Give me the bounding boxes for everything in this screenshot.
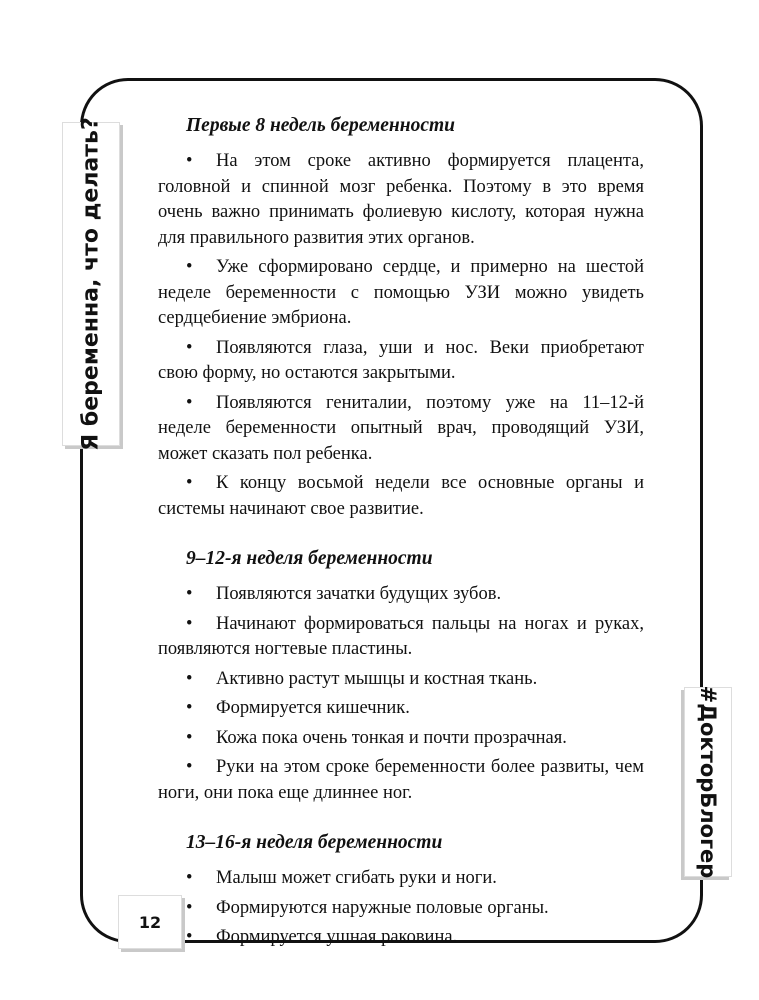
page-content <box>158 113 644 975</box>
bullet-icon: • <box>186 868 193 888</box>
list-item: • Кожа пока очень тонкая и почти прозрачная. <box>158 726 644 752</box>
list-item: • Активно растут мышцы и костная ткань. <box>158 667 644 693</box>
list-item: • Появляются глаза, уши и нос. Веки приобретают свою форму, но остаются закрытыми. <box>158 337 644 383</box>
hashtag-label: #ДокторБлогер <box>696 685 720 879</box>
bullet-icon: • <box>186 151 193 171</box>
page-number: 12 <box>118 895 182 949</box>
section-heading: 9–12-я неделя беременности <box>186 548 433 569</box>
list-item: • Формируется ушная раковина. <box>158 925 644 951</box>
bullet-icon: • <box>186 698 193 718</box>
book-title: Я беременна, что делать? <box>78 117 104 451</box>
list-item: • Формируются наружные половые органы. <box>158 896 644 922</box>
bullet-icon: • <box>186 337 193 358</box>
bullet-icon: • <box>186 392 193 413</box>
bullet-icon: • <box>186 757 193 777</box>
section-heading: Первые 8 недель беременности <box>186 115 455 136</box>
list-item: • Появляются гениталии, поэтому уже на 11–12-й неделе беременности опытный врач, проводящий УЗИ, может сказать пол ребенка. <box>158 392 644 464</box>
bullet-icon: • <box>186 473 193 493</box>
bullet-icon: • <box>186 584 193 604</box>
bullet-icon: • <box>186 727 193 748</box>
book-title-tab <box>62 117 120 451</box>
section-weeks-1-8 <box>158 113 644 522</box>
list-item: • На этом сроке активно формируется плацента, головной и спинной мозг ребенка. Поэтому в это время очень важно принимать фолиевую кислоту, которая нужна для правильного развития этих органов. <box>158 151 644 248</box>
list-item: • Уже сформировано сердце, и примерно на шестой неделе беременности с помощью УЗИ можно увидеть сердцебиение эмбриона. <box>158 257 644 328</box>
list-item: • К концу восьмой недели все основные органы и системы начинают свое развитие. <box>158 473 644 519</box>
list-item: • Начинают формироваться пальцы на ногах и руках, появляются ногтевые пластины. <box>158 613 644 659</box>
section-weeks-13-16 <box>158 830 644 951</box>
section-heading: 13–16-я неделя беременности <box>186 832 443 853</box>
list-item: • Появляются зачатки будущих зубов. <box>158 582 644 608</box>
bullet-icon: • <box>186 257 193 277</box>
section-weeks-9-12 <box>158 546 644 806</box>
bullet-icon: • <box>186 927 193 947</box>
bullet-icon: • <box>186 613 193 634</box>
list-item: • Руки на этом сроке беременности более развиты, чем ноги, они пока еще длиннее ног. <box>158 757 644 803</box>
bullet-icon: • <box>186 668 193 689</box>
list-item: • Малыш может сгибать руки и ноги. <box>158 866 644 892</box>
hashtag-tab <box>684 687 732 877</box>
bullet-icon: • <box>186 897 193 918</box>
list-item: • Формируется кишечник. <box>158 696 644 722</box>
